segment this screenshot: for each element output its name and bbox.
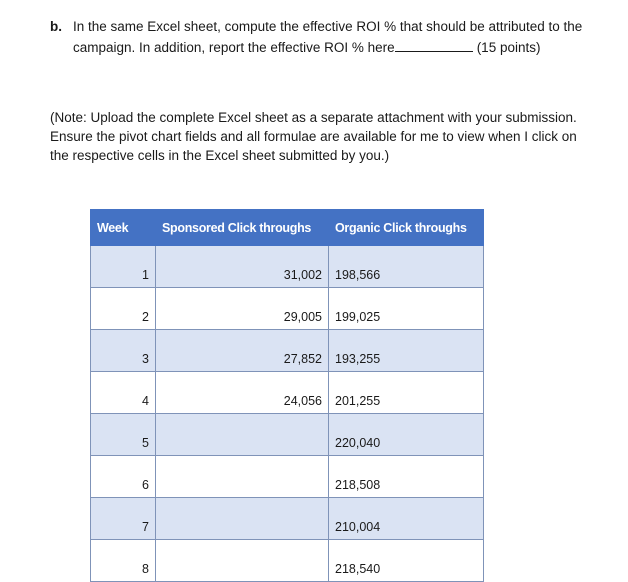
week-cell: 5 [91, 414, 156, 456]
sponsored-cell: 27,852 [156, 330, 329, 372]
sponsored-cell [156, 414, 329, 456]
answer-blank [395, 39, 473, 52]
week-cell: 6 [91, 456, 156, 498]
sponsored-cell [156, 540, 329, 582]
header-week: Week [91, 210, 156, 246]
header-organic: Organic Click throughs [329, 210, 484, 246]
click-throughs-table [90, 209, 484, 582]
question-line-2 [73, 38, 540, 58]
organic-cell: 218,508 [329, 456, 484, 498]
points-label: (15 points) [476, 40, 541, 55]
note-line-3: the respective cells in the Excel sheet submitted by you.) [50, 148, 390, 163]
question-line-1: In the same Excel sheet, compute the effective ROI % that should be attributed to the [73, 19, 583, 34]
organic-cell: 210,004 [329, 498, 484, 540]
week-cell: 7 [91, 498, 156, 540]
organic-cell: 198,566 [329, 246, 484, 288]
table-row [91, 540, 484, 582]
table-row [91, 330, 484, 372]
question-label: b. [50, 19, 62, 34]
sponsored-cell: 29,005 [156, 288, 329, 330]
note-line-2: Ensure the pivot chart fields and all formulae are available for me to view when I click on [50, 129, 577, 144]
table-row [91, 414, 484, 456]
sponsored-cell: 31,002 [156, 246, 329, 288]
table-header-row [91, 210, 484, 246]
organic-cell: 201,255 [329, 372, 484, 414]
organic-cell: 220,040 [329, 414, 484, 456]
week-cell: 1 [91, 246, 156, 288]
sponsored-cell [156, 456, 329, 498]
table-row [91, 288, 484, 330]
organic-cell: 199,025 [329, 288, 484, 330]
week-cell: 2 [91, 288, 156, 330]
question-line-2-text: campaign. In addition, report the effective ROI % here [73, 40, 395, 55]
sponsored-cell [156, 498, 329, 540]
sponsored-cell: 24,056 [156, 372, 329, 414]
header-sponsored: Sponsored Click throughs [156, 210, 329, 246]
table-row [91, 246, 484, 288]
note-line-1: (Note: Upload the complete Excel sheet as a separate attachment with your submission. [50, 110, 577, 125]
week-cell: 8 [91, 540, 156, 582]
organic-cell: 218,540 [329, 540, 484, 582]
week-cell: 3 [91, 330, 156, 372]
table-row [91, 372, 484, 414]
organic-cell: 193,255 [329, 330, 484, 372]
week-cell: 4 [91, 372, 156, 414]
table-row [91, 498, 484, 540]
table-row [91, 456, 484, 498]
